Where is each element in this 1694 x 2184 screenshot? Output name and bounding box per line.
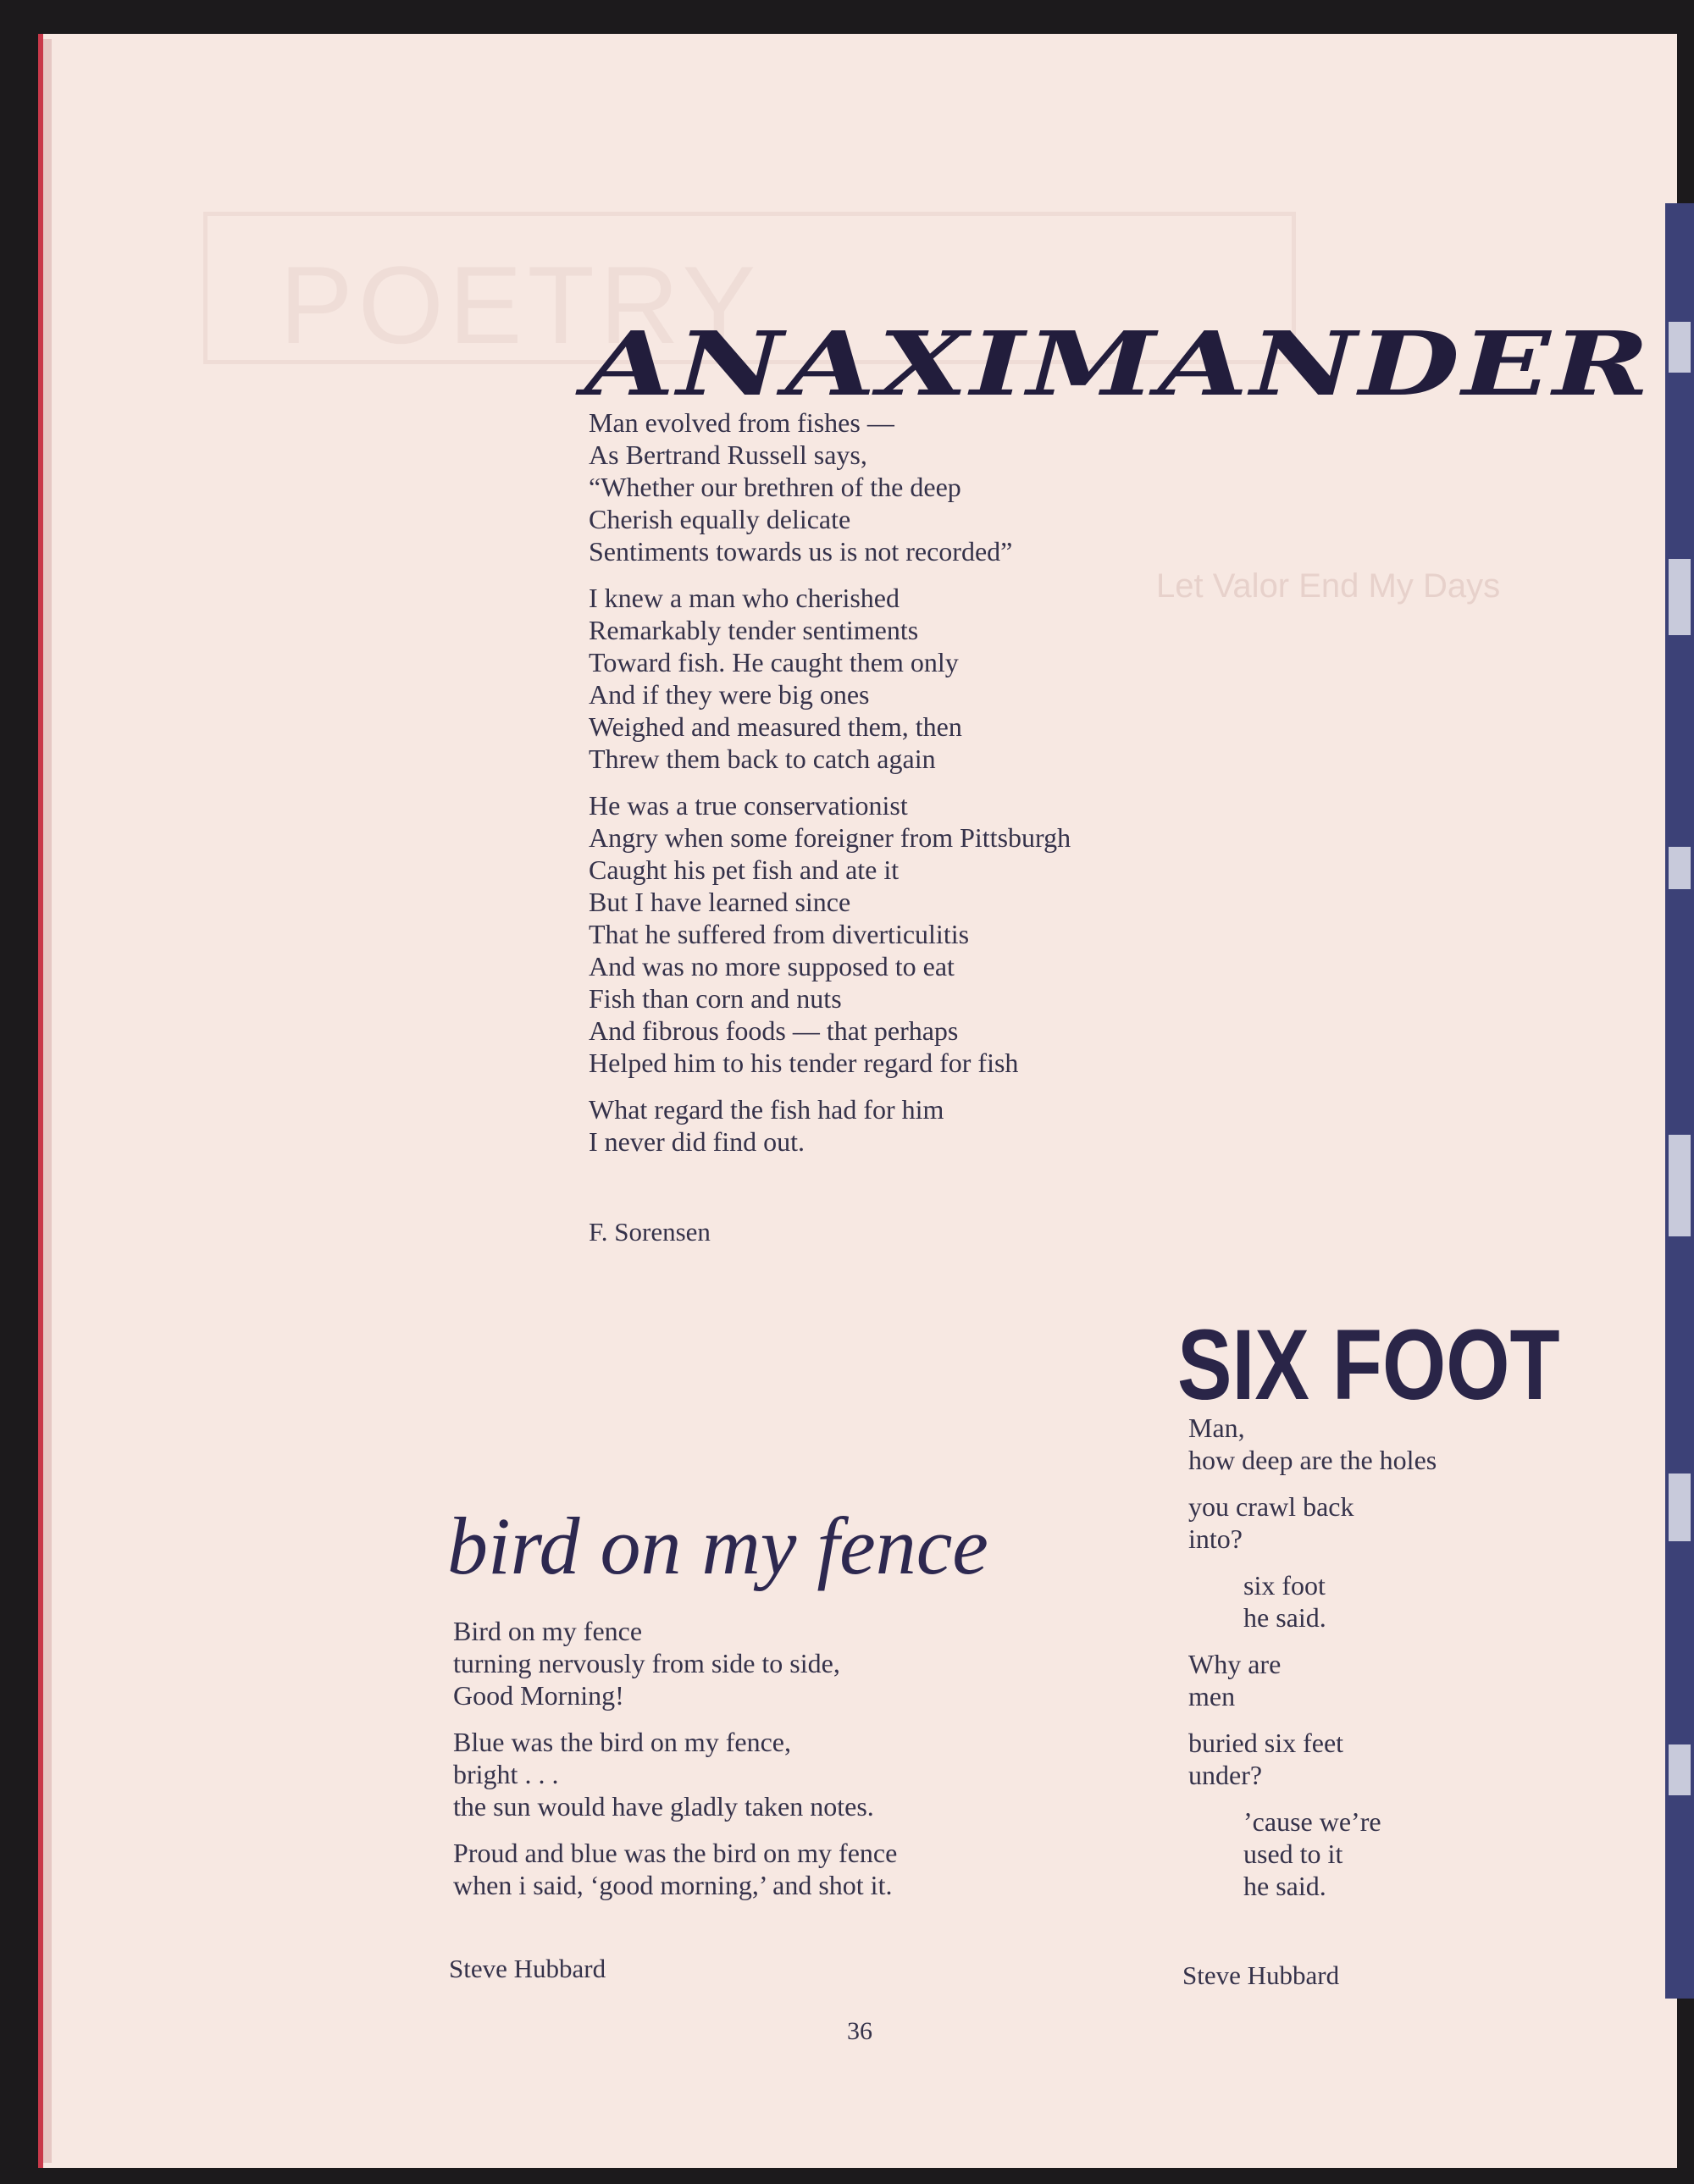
poem-line: he said. xyxy=(1243,1602,1326,1633)
poem-line: Blue was the bird on my fence, xyxy=(453,1727,791,1757)
poem-body-six-foot xyxy=(1188,1412,1437,1916)
poem-line: Helped him to his tender regard for fish xyxy=(589,1048,1019,1078)
poem-line: six foot xyxy=(1243,1570,1326,1601)
poem-line: And was no more supposed to eat xyxy=(589,951,955,981)
stanza xyxy=(1188,1727,1437,1791)
poem-line: into? xyxy=(1188,1523,1243,1554)
stanza xyxy=(589,1093,1071,1158)
poem-line: Why are xyxy=(1188,1649,1282,1679)
poem-line: I never did find out. xyxy=(589,1126,805,1157)
bleed-through-heading: Let Valor End My Days xyxy=(1156,567,1501,605)
stanza xyxy=(453,1726,897,1822)
stanza xyxy=(589,406,1071,567)
facing-page-strip xyxy=(1665,203,1694,1999)
poem-line: he said. xyxy=(1243,1871,1326,1901)
poem-line: “Whether our brethren of the deep xyxy=(589,472,961,502)
author-bird-on-my-fence: Steve Hubbard xyxy=(449,1954,606,1983)
bleed-through-text: POETRY xyxy=(280,243,761,367)
poem-line: Bird on my fence xyxy=(453,1616,643,1646)
stanza xyxy=(1188,1412,1437,1476)
poem-line: That he suffered from diverticulitis xyxy=(589,919,970,949)
page-number: 36 xyxy=(847,2017,872,2045)
poem-line: ’cause we’re xyxy=(1243,1806,1381,1837)
poem-line: Angry when some foreigner from Pittsburgh xyxy=(589,822,1071,853)
poem-line: how deep are the holes xyxy=(1188,1445,1437,1475)
author-anaximander: F. Sorensen xyxy=(589,1217,711,1247)
poem-line: you crawl back xyxy=(1188,1491,1354,1522)
poem-line: turning nervously from side to side, xyxy=(453,1648,840,1678)
poem-line: And if they were big ones xyxy=(589,679,870,710)
poem-line: And fibrous foods — that perhaps xyxy=(589,1015,959,1046)
poem-line: Toward fish. He caught them only xyxy=(589,647,959,677)
poem-line: used to it xyxy=(1243,1838,1343,1869)
poem-line: Weighed and measured them, then xyxy=(589,711,962,742)
poem-body-bird-on-my-fence xyxy=(453,1615,897,1916)
poem-line: men xyxy=(1188,1681,1236,1711)
stanza xyxy=(589,789,1071,1079)
poem-line: What regard the fish had for him xyxy=(589,1094,944,1125)
poem-line: I knew a man who cherished xyxy=(589,583,900,613)
poem-body-anaximander xyxy=(589,406,1071,1172)
stanza xyxy=(1188,1490,1437,1555)
poem-line: Man, xyxy=(1188,1413,1245,1443)
poem-line: the sun would have gladly taken notes. xyxy=(453,1791,874,1822)
poem-line: Fish than corn and nuts xyxy=(589,983,842,1014)
stanza xyxy=(1188,1569,1437,1634)
stanza xyxy=(589,582,1071,775)
author-six-foot: Steve Hubbard xyxy=(1182,1960,1340,1990)
poem-line: Good Morning! xyxy=(453,1680,624,1711)
poem-line: Proud and blue was the bird on my fence xyxy=(453,1838,898,1868)
poem-title-six-foot: SIX FOOT xyxy=(1177,1309,1560,1421)
poem-line: buried six feet xyxy=(1188,1728,1344,1758)
poem-line: But I have learned since xyxy=(589,887,851,917)
poem-line: Sentiments towards us is not recorded” xyxy=(589,536,1013,567)
poem-title-anaximander: ANAXIMANDER xyxy=(584,312,1652,416)
poem-line: when i said, ‘good morning,’ and shot it. xyxy=(453,1870,893,1900)
poem-line: He was a true conservationist xyxy=(589,790,908,821)
poem-line: Remarkably tender sentiments xyxy=(589,615,919,645)
poem-line: bright . . . xyxy=(453,1759,559,1789)
stanza xyxy=(1188,1648,1437,1712)
poem-line: As Bertrand Russell says, xyxy=(589,440,867,470)
poem-line: under? xyxy=(1188,1760,1263,1790)
page-edge xyxy=(43,39,52,2163)
stanza xyxy=(453,1615,897,1711)
poem-line: Man evolved from fishes — xyxy=(589,407,894,438)
poem-line: Caught his pet fish and ate it xyxy=(589,854,900,885)
poem-line: Cherish equally delicate xyxy=(589,504,851,534)
stanza xyxy=(453,1837,897,1901)
poem-title-bird-on-my-fence: bird on my fence xyxy=(447,1501,988,1591)
stanza xyxy=(1188,1805,1437,1902)
poem-line: Threw them back to catch again xyxy=(589,744,936,774)
